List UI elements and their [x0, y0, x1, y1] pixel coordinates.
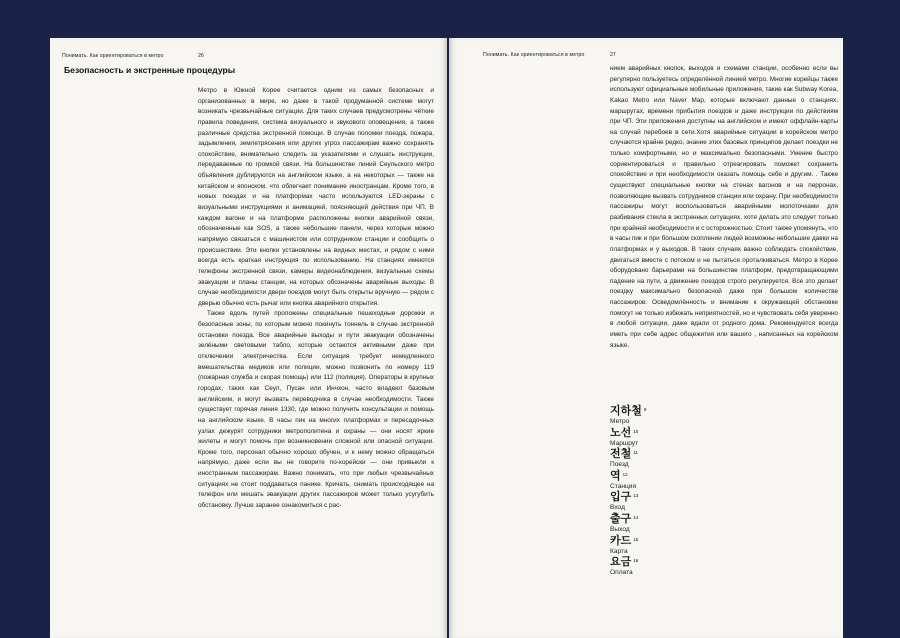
vocabulary-item — [610, 470, 730, 492]
running-head: Понимать. Как ориентироваться в метро — [483, 52, 585, 58]
vocabulary-item — [610, 448, 730, 470]
paragraph: Также вдоль путей проложены специальные пешеходные дорожки и безопасные зоны, по которым можно покинуть тоннель в случае экстренной остановки поезда. Все аварийные выходы и пути эвакуации обозначены зелёными световыми табло, которые остаются активными даже при отключении электричества. Если ситуация требует немедленного вмешательства медиков или полиции, можно позвонить по номеру 119 (пожарная служба и скорая помощь) или 112 (полиция). Операторы в крупных городах, таких как Сеул, Пусан или Инчхон, часто владеют базовым английским, и могут вызвать переводчика в случае необходимости. Также существует горячая линия 1330, где можно получить консультации и помощь на английском языке. В часы пик на многих платформах и пересадочных узлах дежурят сотрудники метрополитена и охраны — они носят яркие жилеты и могут помочь при возникновении сложной или опасной ситуации. Кроме того, персонал обычно хорошо обучен, и к нему можно обращаться напрямую, даже если вы не говорите по-корейски — они привыкли к иностранным пассажирам. Важно понимать, что при любых чрезвычайных ситуациях не стоит поддаваться панике. Кричать, снимать происходящее на телефон или мешать эвакуации других пассажиров может только усугубить обстановку. Лучше заранее ознакомиться с рас- — [198, 310, 434, 509]
footnote-number: 12 — [622, 471, 628, 477]
korean-word — [610, 535, 730, 547]
paragraph: Метро в Южной Корее считается одним из самых безопасных и организованных в мире, но даже в такой продуманной системе могут возникать чрезвычайные ситуации. Для таких случаев предусмотрены чёткие правила поведения, система визуального и звукового оповещения, а также различные средства экстренной помощи. В случае поломки поезда, пожара, задымления, землетрясения или других угроз пассажирам важно сохранять спокойствие, внимательно следить за указателями и слушать инструкции, передаваемые по громкой связи. На большинстве линий Сеульского метро объявления дублируются на английском языке, а на некоторых — также на китайском и японском, что облегчает понимание иностранцам. Кроме того, в новых поездах и на платформах часто используются LED-экраны с визуальными инструкциями и анимацией, поясняющей действия при ЧП. В каждом вагоне и на платформе расположены кнопки аварийной связи, обозначенные как SOS, а также небольшие панели, через которые можно напрямую связаться с машинистом или сотрудником станции и сообщить о происшествии. Эти кнопки установлены на видных местах, и рядом с ними всегда есть краткая инструкция по использованию. На станциях имеются телефоны экстренной связи, камеры видеонаблюдения, визуальные схемы эвакуации и планы станции, на которых обозначены аварийные выходы. В случае необходимости двери поездов могут быть открыты вручную — рядом с дверью обычно есть рычаг или кнопка аварийного открытия. — [198, 87, 434, 307]
russian-translation: Выход — [610, 525, 630, 533]
korean-text: 노선 — [610, 426, 632, 439]
russian-translation: Поезд — [610, 461, 629, 469]
body-text — [610, 64, 838, 351]
running-head: Понимать. Как ориентироваться в метро — [62, 53, 164, 59]
footnote-number: 14 — [633, 514, 639, 520]
korean-text: 전철 — [610, 448, 632, 461]
section-heading: Безопасность и экстренные процедуры — [64, 65, 236, 75]
vocabulary-item — [610, 427, 730, 449]
korean-word — [610, 491, 730, 503]
russian-translation: Метро — [610, 418, 630, 425]
footnote-number: 9 — [643, 407, 647, 412]
footnote-number: 10 — [633, 428, 639, 434]
page-number: 27 — [610, 52, 616, 58]
right-page — [449, 38, 843, 638]
korean-word — [610, 405, 730, 417]
footnote-number: 11 — [633, 450, 638, 456]
korean-text: 입구 — [610, 491, 632, 504]
left-page — [50, 38, 447, 638]
korean-text: 요금 — [610, 556, 632, 569]
footnote-number: 13 — [633, 493, 639, 499]
body-text — [198, 86, 434, 512]
korean-word — [610, 448, 730, 460]
korean-text: 카드 — [610, 534, 632, 547]
russian-translation: Станция — [610, 482, 637, 490]
vocabulary-item — [610, 491, 730, 513]
paragraph: нием аварийных кнопок, выходов и схемами станции, особенно если вы регулярно пользуетесь определённой линией метро. Многие корейцы также используют официальные мобильные приложения, такие как Subway Korea, Kakao Metro или Naver Map, которые включают данные о станциях, маршрутах, времени прибытия поездов и даже инструкции по действиям при ЧП. Эти приложения доступны на английском и имеют оффлайн-карты на случай перебоев в сети.Хотя аварийные ситуации в корейском метро случаются крайне редко, знание этих базовых принципов делает поездки не только комфортными, но и максимально безопасными. Умение быстро сориентироваться и правильно отреагировать поможет сохранить спокойствие и при необходимости оказать помощь себе и другим. . Также существуют специальные кнопки на стенах вагонов и на перронах, позволяющие вызвать сотрудников станции или охрану. При необходимости пассажиры могут воспользоваться аварийными молоточками для разбивания стекла в экстренных ситуациях, хотя делать это следует только при крайней необходимости и с осторожностью. Стоит также упомянуть, что в часы пик и при большом скоплении людей возможны небольшие давки на платформах и у выходов. В таких случаях важно соблюдать спокойствие, двигаться вместе с потоком и не пытаться проталкиваться. Метро в Корее оборудовано барьерами на большинстве платформ, предотвращающими падение на пути, а движение поездов строго регулируется. Все это делает поездку максимально безопасной даже при большом количестве пассажиров. Осведомлённость и внимание к окружающей обстановке помогут не только избежать неприятностей, но и чувствовать себя уверенно в любой ситуации, даже вдали от родного дома. Рекомендуется всегда иметь при себе адрес общежития или вашего , написанных на корейском языке. — [610, 65, 838, 349]
korean-text: 출구 — [610, 512, 632, 525]
korean-text: 역 — [610, 469, 621, 482]
korean-word — [610, 513, 730, 525]
korean-word — [610, 427, 730, 439]
russian-translation: Вход — [610, 504, 625, 512]
vocabulary-item — [610, 556, 730, 578]
korean-word — [610, 470, 730, 482]
vocabulary-item — [610, 405, 730, 427]
russian-translation: Карта — [610, 547, 628, 555]
page-number: 26 — [198, 53, 204, 59]
russian-translation: Оплата — [610, 569, 633, 577]
footnote-number: 15 — [633, 536, 639, 542]
russian-translation: Маршрут — [610, 439, 639, 447]
vocabulary-item — [610, 535, 730, 557]
korean-text: 지하철 — [610, 405, 642, 417]
korean-word — [610, 556, 730, 568]
vocabulary-item — [610, 513, 730, 535]
footnote-number: 16 — [633, 558, 639, 564]
vocabulary-list — [610, 405, 730, 578]
